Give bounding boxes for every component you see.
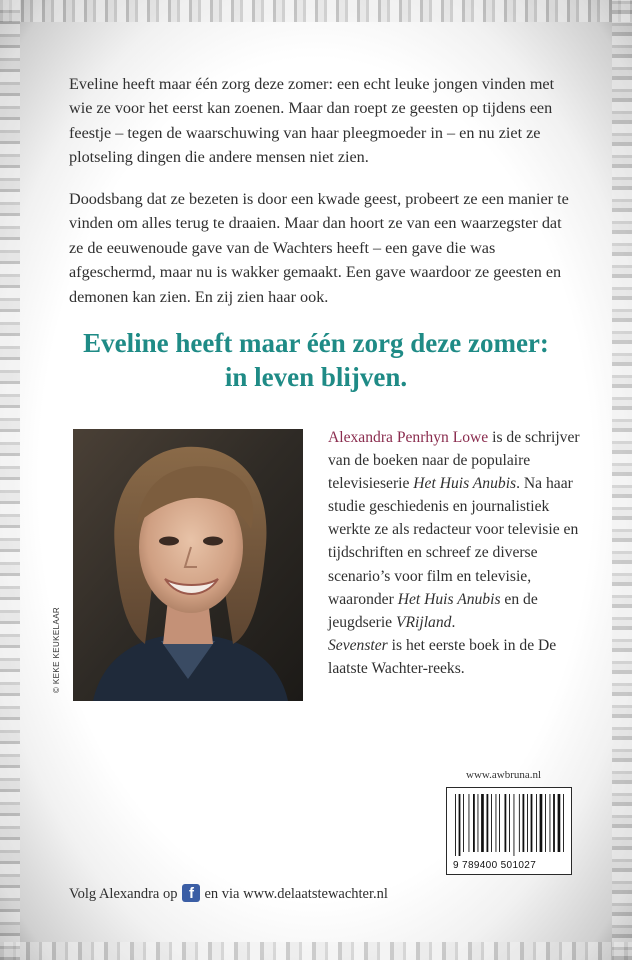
barcode-bar [478, 794, 479, 852]
barcode-bar [481, 794, 484, 852]
tagline [40, 326, 592, 394]
series-title-3: VRijland [395, 613, 452, 631]
photo-credit: © KEKE KEUKELAAR [52, 606, 61, 693]
barcode-bars [453, 794, 565, 856]
barcode-bar [499, 794, 500, 852]
barcode-bar [527, 794, 528, 852]
barcode-bar [463, 794, 464, 852]
follow-prefix: Volg Alexandra op [69, 885, 178, 902]
barcode-bar [523, 794, 525, 852]
series-title-1: Het Huis Anubis [413, 475, 517, 493]
book-title: Sevenster [328, 636, 388, 654]
bio-text-3: en de jeugdserie [328, 590, 538, 631]
barcode-bar [558, 794, 561, 852]
isbn-barcode [446, 787, 572, 875]
facebook-icon[interactable]: f [182, 884, 200, 902]
bio-text-1: is de schrijver van de boeken naar de populaire televisieserie [328, 429, 580, 493]
barcode-bar [531, 794, 533, 852]
barcode-bar [459, 794, 461, 856]
barcode-bar [519, 794, 520, 852]
bio-text-2: . Na haar studie geschiedenis en journalistiek werkte ze als redacteur voor televisie en tijdschriften en schreef ze diverse scenario’s voor film en televisie, waaronder [328, 475, 579, 608]
tagline-line-2: in leven blijven. [224, 362, 408, 392]
barcode-bar [487, 794, 489, 852]
blurb-paragraph-1: Eveline heeft maar één zorg deze zomer: een echt leuke jongen vinden met wie ze voor het eerst kan zoenen. Maar dan roept ze geesten op tijdens een feestje – tegen de waarschuwing van haar pleegmoeder in – en nu ziet ze plotseling dingen die andere mensen niet zien. [69, 75, 555, 167]
barcode-bar [491, 794, 492, 852]
follow-suffix[interactable]: en via www.delaatstewachter.nl [204, 885, 388, 902]
tagline-line-1: Eveline heeft maar één zorg deze zomer: [83, 328, 549, 358]
barcode-bar [496, 794, 497, 852]
bio-text-4: . [451, 613, 456, 631]
barcode-bar [536, 794, 537, 852]
barcode-bar [469, 794, 470, 852]
barcode-bar [514, 794, 515, 856]
barcode-bar [540, 794, 543, 852]
barcode-bar [545, 794, 546, 852]
author-name: Alexandra Penrhyn Lowe [328, 429, 489, 446]
barcode-bar [455, 794, 456, 856]
barcode-bar [550, 794, 551, 852]
blurb-paragraph-2: Doodsbang dat ze bezeten is door een kwade geest, probeert ze een manier te vinden om alles terug te draaien. Maar dan hoort ze van een waarzegster dat ze de eeuwenoude gave van de Wachters heeft – een gave die was afgeschermd, maar nu is wakker gemaakt. Een gave waardoor ze geesten en demonen kan zien. En zij zien haar ook. [69, 190, 569, 306]
barcode-bar [509, 794, 510, 852]
isbn-digits: 9 789400 501027 [453, 860, 537, 871]
publisher-website[interactable]: www.awbruna.nl [466, 769, 542, 781]
bio-text-5: is het eerste boek in de De laatste Wachter-reeks. [328, 636, 557, 677]
barcode-bar [505, 794, 507, 852]
author-portrait-illustration [73, 429, 303, 701]
author-photo [73, 429, 303, 701]
author-bio [328, 426, 590, 680]
barcode-bar [473, 794, 475, 852]
barcode-bar [553, 794, 555, 852]
follow-line [69, 885, 589, 903]
barcode-bar [563, 794, 564, 852]
series-title-2: Het Huis Anubis [397, 590, 501, 608]
